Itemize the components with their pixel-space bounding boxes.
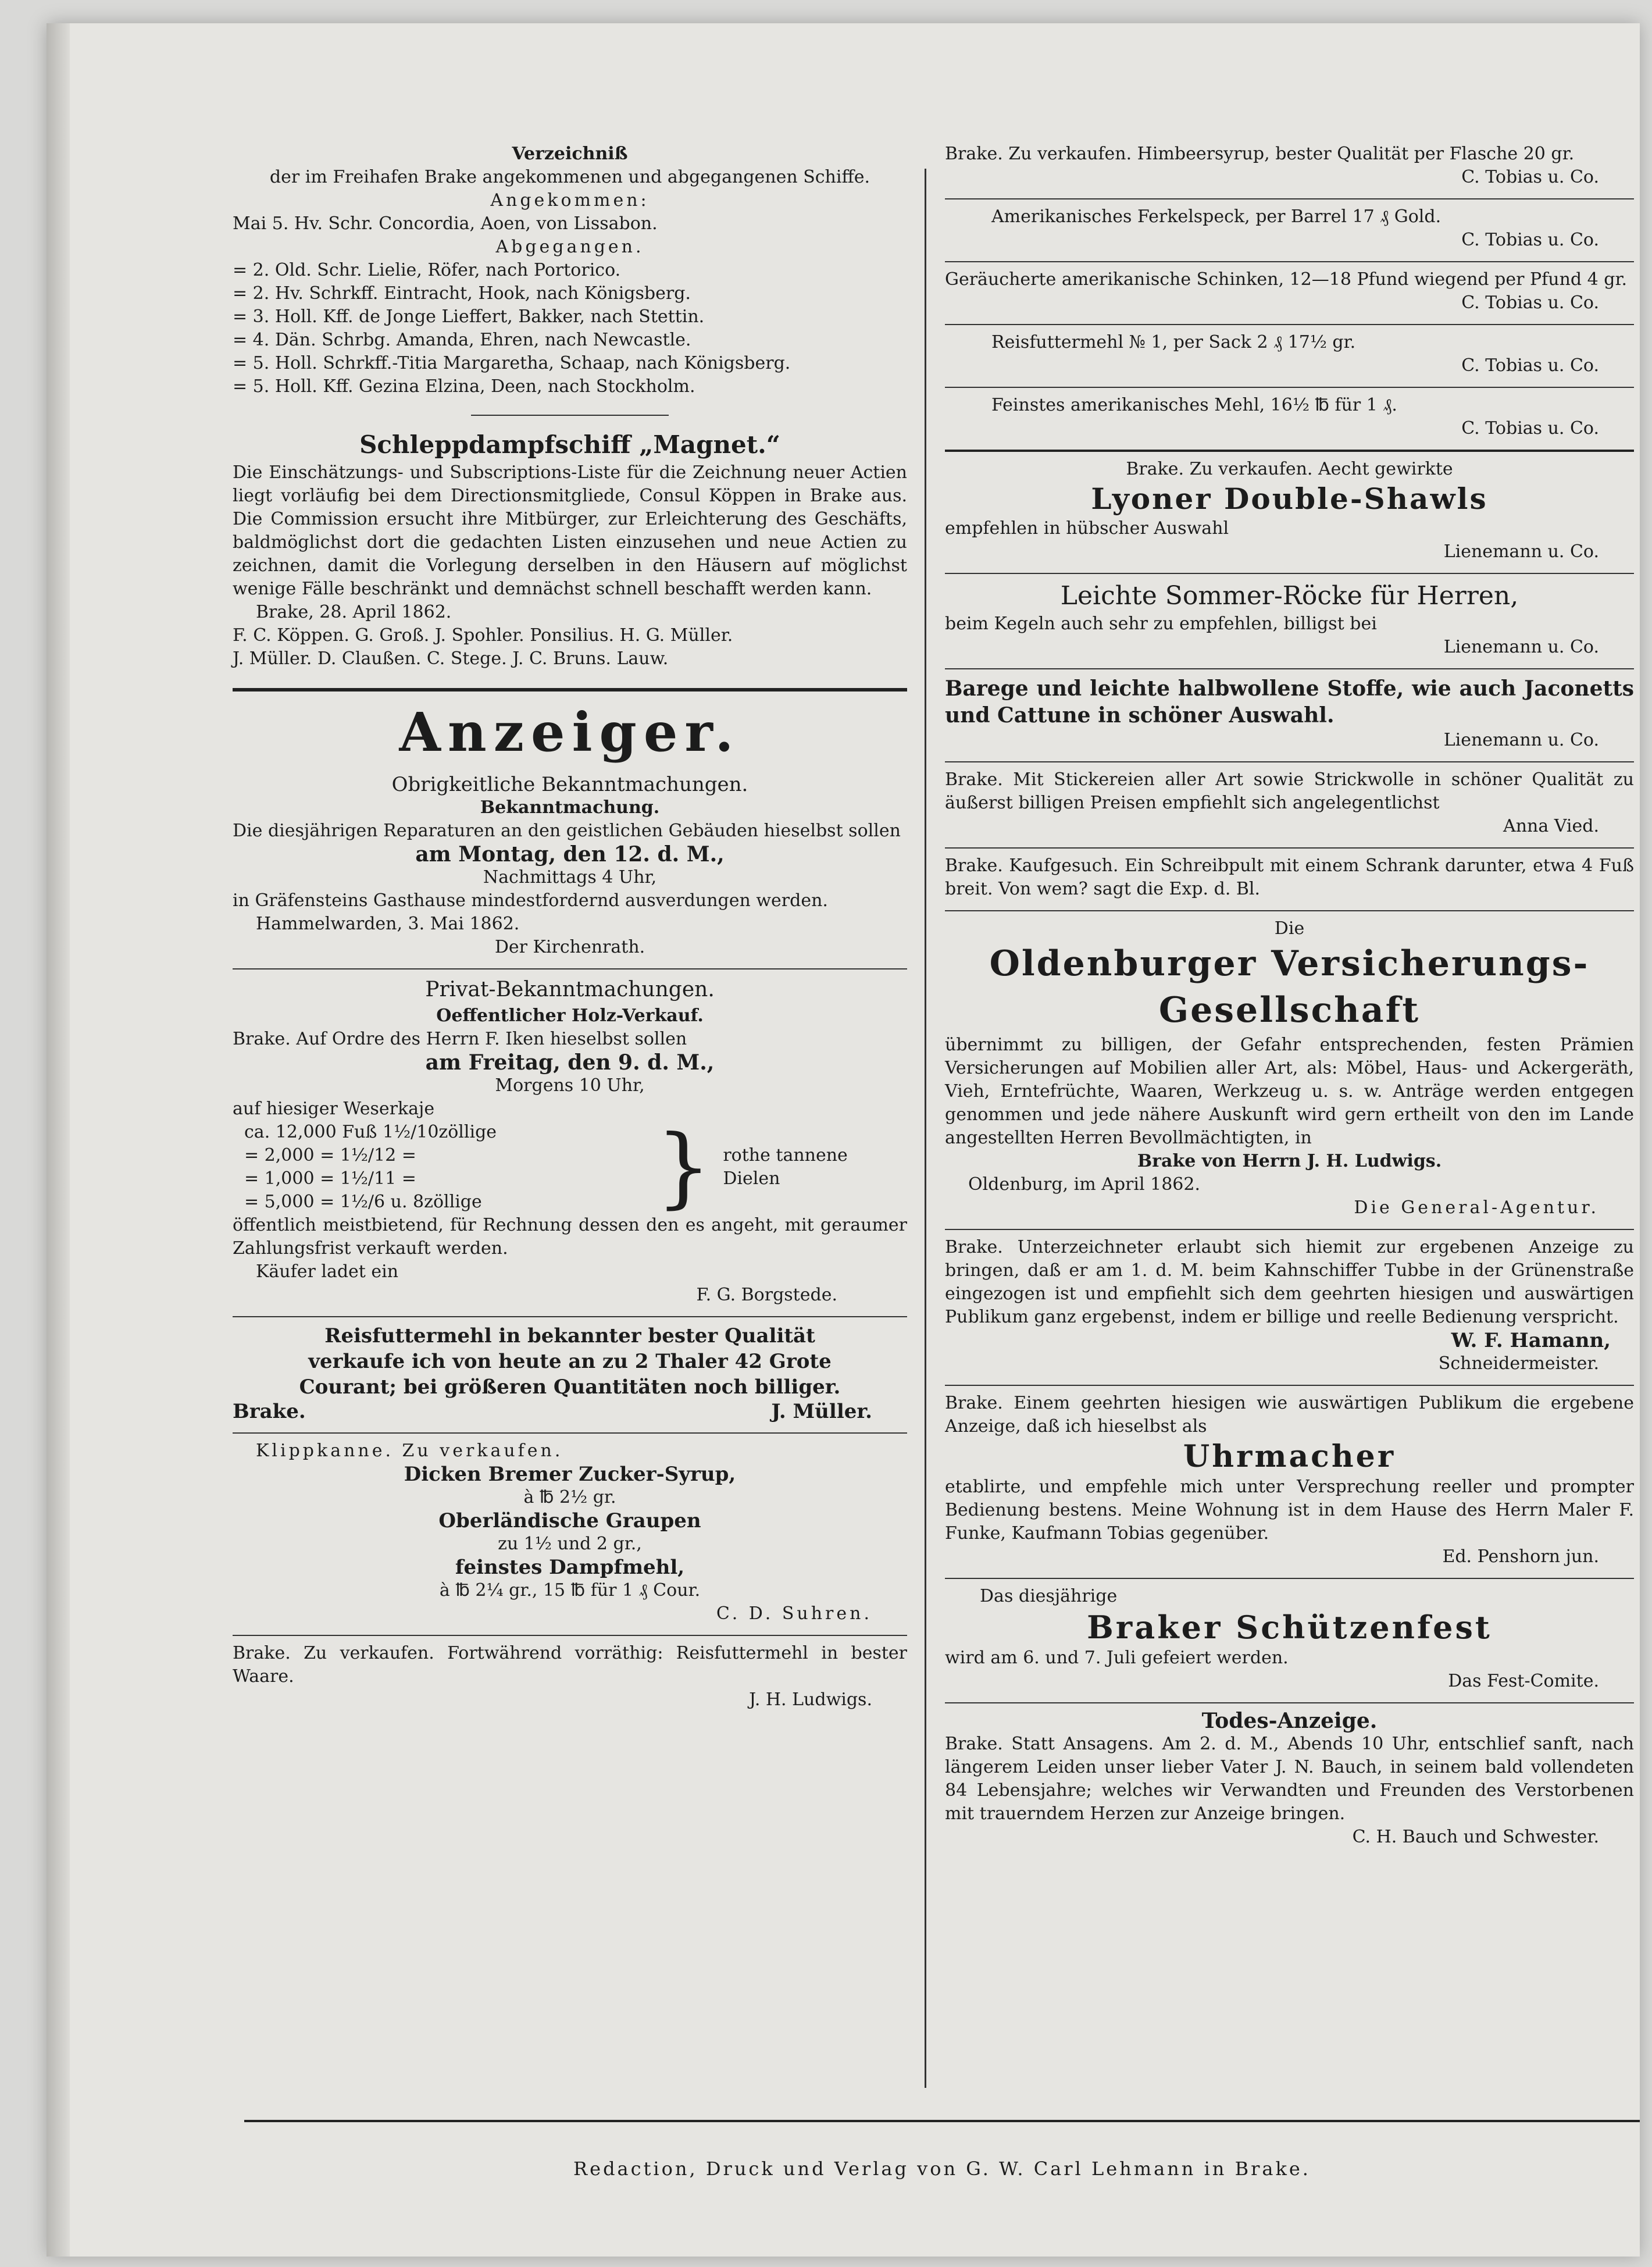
magnet-text: Die Einschätzungs- und Subscriptions-Liste für die Zeichnung neuer Actien liegt vorläufig bei dem Directionsmitgliede, Consul Köppen in Brake aus. Die Commission ersucht ihre Mitbürger, zur Erleichterung des Geschäfts, baldmöglichst dort die gedachten Listen einzusehen und neue Actien zu zeichnen, damit die Vorlegung derselben in den Häusern auf möglichst wenige Fälle beschränkt und demnächst schnell beschafft werden kann. [233, 462, 907, 599]
oldenburger-text: übernimmt zu billigen, der Gefahr entsprechenden, festen Prämien Versicherungen auf Mobilien aller Art, als: Möbel, Haus- und Ackergeräth, Vieh, Erntefrüchte, Waaren, Werkzeug u. s. w. Anträge werden entgegen genommen und jede nähere Auskunft wird gern ertheilt von den im Lande angestellten Herren Bevollmächtigten, in [945, 1035, 1634, 1148]
todes-text: Brake. Statt Ansagens. Am 2. d. M., Abends 10 Uhr, entschlief sanft, nach längerem Leiden unser lieber Vater J. N. Bauch, in seinem bald vollendeten 84 Lebensjahre; welches wir Verwandten und Freunden des Verstorbenen mit trauerndem Herzen zur Anzeige bringen. [945, 1734, 1634, 1824]
oldenburger-signature: Die General-Agentur. [1354, 1197, 1599, 1218]
oldenburger-agent: Brake von Herrn J. H. Ludwigs. [1137, 1151, 1442, 1171]
magnet-date: Brake, 28. April 1862. [256, 602, 452, 622]
notice-title: Bekanntmachung. [480, 797, 660, 818]
arrived-line: Mai 5. Hv. Schr. Concordia, Aoen, von Lissabon. [233, 213, 658, 234]
departed-line: = 4. Dän. Schrbg. Amanda, Ehren, nach Newcastle. [233, 330, 691, 350]
departed-line: = 5. Holl. Schrkff.-Titia Margaretha, Schaap, nach Königsberg. [233, 353, 791, 373]
klipp-signature: C. D. Suhren. [716, 1603, 872, 1624]
ad-text: Amerikanisches Ferkelspeck, per Barrel 17 ₰ Gold. [991, 206, 1442, 227]
lienemann-shawls [945, 458, 1634, 567]
ad-signature: C. Tobias u. Co. [1461, 167, 1599, 187]
ad-text: Geräucherte amerikanische Schinken, 12—18 Pfund wiegend per Pfund 4 gr. [945, 269, 1628, 290]
tobias-ad-speck [945, 205, 1634, 255]
ship-register-title: Verzeichniß [512, 144, 628, 164]
reisfuttermehl-ad [233, 1323, 907, 1427]
ad-signature: C. Tobias u. Co. [1461, 355, 1599, 376]
uhrmacher-ad [945, 1392, 1634, 1572]
departed-line: = 2. Old. Schr. Lielie, Röfer, nach Portorico. [233, 260, 621, 280]
todes-anzeige [945, 1709, 1634, 1852]
kaufgesuch-text: Brake. Kaufgesuch. Ein Schreibpult mit einem Schrank darunter, etwa 4 Fuß breit. Von wem? sagt die Exp. d. Bl. [945, 856, 1634, 899]
wood-item: ca. 12,000 Fuß 1½/10zöllige [244, 1122, 497, 1142]
ad-text: Feinstes amerikanisches Mehl, 16½ ℔ für 1 ₰. [991, 395, 1397, 415]
uhrmacher-signature: Ed. Penshorn jun. [1442, 1546, 1599, 1567]
schuetzenfest-title: Braker Schützenfest [1087, 1609, 1492, 1646]
departed-line: = 2. Hv. Schrkff. Eintracht, Hook, nach Königsberg. [233, 283, 691, 304]
divider [945, 261, 1634, 262]
wood-item: = 5,000 = 1½/6 u. 8zöllige [244, 1192, 482, 1212]
roecke-title: Leichte Sommer-Röcke für Herren, [1060, 581, 1519, 611]
hamann-signature: W. F. Hamann, [1451, 1329, 1611, 1352]
right-column [945, 142, 1634, 1852]
anzeiger-heading: Anzeiger. [399, 701, 741, 764]
ludwigs-text: Brake. Zu verkaufen. Fortwährend vorräthig: Reisfuttermehl in bester Waare. [233, 1643, 907, 1687]
divider [945, 1229, 1634, 1230]
arrived-heading: Angekommen: [490, 190, 650, 211]
lienemann-stoffe [945, 675, 1634, 755]
wood-sale-title: Oeffentlicher Holz-Verkauf. [436, 1006, 704, 1026]
divider [945, 668, 1634, 669]
shawls-title: Lyoner Double-Shawls [1091, 482, 1488, 516]
private-notices-heading: Privat-Bekanntmachungen. [425, 978, 715, 1001]
ad-signature: C. Tobias u. Co. [1461, 293, 1599, 313]
uhrmacher-text: etablirte, und empfehle mich unter Versprechung reeller und prompter Bedienung bestens. Meine Wohnung ist in dem Hause des Herrn Maler F. Funke, Kaufmann Tobias gegenüber. [945, 1477, 1634, 1544]
divider [945, 910, 1634, 911]
oldenburger-title: Gesellschaft [1158, 990, 1421, 1031]
departed-line: = 3. Holl. Kff. de Jonge Lieffert, Bakker, nach Stettin. [233, 306, 705, 327]
left-column [233, 142, 907, 1715]
notice-place: in Gräfensteins Gasthause mindestfordernd ausverdungen werden. [233, 890, 828, 911]
wood-sale-items [233, 1117, 907, 1218]
divider [233, 1432, 907, 1434]
oldenburger-date: Oldenburg, im April 1862. [968, 1174, 1201, 1195]
tobias-ad-syrup [945, 142, 1634, 193]
section-divider [233, 688, 907, 691]
divider [945, 1702, 1634, 1703]
ad-text: Brake. Zu verkaufen. Himbeersyrup, bester Qualität per Flasche 20 gr. [945, 144, 1575, 164]
ad-intro: Brake. Zu verkaufen. Aecht gewirkte [1126, 459, 1453, 479]
notice-date: am Montag, den 12. d. M., [415, 842, 725, 867]
official-notice [233, 796, 907, 963]
ad-text: Reisfuttermehl № 1, per Sack 2 ₰ 17½ gr. [991, 332, 1356, 352]
divider [233, 968, 907, 969]
departed-heading: Abgegangen. [495, 237, 644, 257]
wood-item: = 1,000 = 1½/11 = [244, 1168, 416, 1189]
divider [233, 1635, 907, 1636]
page-binding-edge [47, 23, 70, 2257]
magnet-signatures: J. Müller. D. Claußen. C. Stege. J. C. Bruns. Lauw. [233, 648, 669, 669]
notice-signature: Der Kirchenrath. [494, 937, 645, 957]
wood-kind: rothe tannene Dielen [723, 1145, 848, 1189]
divider [945, 198, 1634, 199]
stoffe-text: Barege und leichte halbwollene Stoffe, wie auch Jaconetts und Cattune in schöner Auswahl. [945, 676, 1634, 728]
imprint: Redaction, Druck und Verlag von G. W. Carl Lehmann in Brake. [573, 2158, 1311, 2180]
schuetzenfest-signature: Das Fest-Comite. [1448, 1671, 1599, 1691]
official-notices-heading: Obrigkeitliche Bekanntmachungen. [391, 773, 748, 796]
divider [945, 324, 1634, 325]
divider [945, 1578, 1634, 1579]
reis-line: verkaufe ich von heute an zu 2 Thaler 42 Grote [308, 1350, 832, 1373]
divider [945, 573, 1634, 574]
brace: } [655, 1117, 712, 1218]
divider [945, 1385, 1634, 1386]
ship-register [233, 142, 907, 402]
kaufgesuch-ad [945, 854, 1634, 904]
oldenburger-die: Die [1274, 918, 1305, 939]
schuetzenfest-ad [945, 1585, 1634, 1696]
ludwigs-ad [233, 1642, 907, 1715]
vied-ad [945, 768, 1634, 842]
ship-register-subtitle: der im Freihafen Brake angekommenen und abgegangenen Schiffe. [269, 167, 870, 187]
wood-sale-text: öffentlich meistbietend, für Rechnung dessen den es angeht, mit geraumer Zahlungsfrist verkauft werden. [233, 1215, 907, 1259]
klipp-price: à ℔ 2¼ gr., 15 ℔ für 1 ₰ Cour. [439, 1580, 701, 1601]
column-divider [925, 169, 926, 2088]
reis-place: Brake. [233, 1400, 306, 1423]
notice-text: Die diesjährigen Reparaturen an den geistlichen Gebäuden hieselbst sollen [233, 821, 901, 841]
klipp-item: feinstes Dampfmehl, [455, 1556, 685, 1579]
divider [945, 387, 1634, 388]
schuetzenfest-intro: Das diesjährige [980, 1586, 1118, 1606]
hamann-ad [945, 1236, 1634, 1379]
divider [471, 415, 669, 416]
todes-title: Todes-Anzeige. [1201, 1709, 1378, 1733]
divider [233, 1316, 907, 1317]
divider [945, 847, 1634, 849]
reis-line: Courant; bei größeren Quantitäten noch billiger. [299, 1375, 841, 1399]
schuetzenfest-text: wird am 6. und 7. Juli gefeiert werden. [945, 1648, 1289, 1668]
magnet-title: Schleppdampfschiff „Magnet.“ [359, 430, 780, 459]
hamann-role: Schneidermeister. [1438, 1353, 1599, 1374]
ad-signature: Lienemann u. Co. [1443, 637, 1599, 657]
wood-sale-intro: Brake. Auf Ordre des Herrn F. Iken hieselbst sollen [233, 1029, 687, 1049]
magnet-signatures: F. C. Köppen. G. Groß. J. Spohler. Ponsilius. H. G. Müller. [233, 625, 733, 646]
shawls-subtitle: empfehlen in hübscher Auswahl [945, 518, 1229, 539]
wood-sale-place: auf hiesiger Weserkaje [233, 1099, 435, 1119]
wood-sale-signature: F. G. Borgstede. [696, 1285, 837, 1305]
notice-time: Nachmittags 4 Uhr, [483, 867, 657, 887]
roecke-subtitle: beim Kegeln auch sehr zu empfehlen, billigst bei [945, 614, 1377, 634]
vied-text: Brake. Mit Stickereien aller Art sowie Strickwolle in schöner Qualität zu äußerst billigen Preisen empfiehlt sich angelegentlichst [945, 769, 1634, 813]
klipp-item: Dicken Bremer Zucker-Syrup, [404, 1463, 736, 1486]
tobias-ad-reis [945, 331, 1634, 381]
tobias-ad-mehl [945, 394, 1634, 444]
section-divider [945, 450, 1634, 452]
vied-signature: Anna Vied. [1503, 816, 1599, 836]
uhrmacher-intro: Brake. Einem geehrten hiesigen wie auswärtigen Publikum die ergebene Anzeige, daß ich hieselbst als [945, 1393, 1634, 1437]
ad-signature: Lienemann u. Co. [1443, 730, 1599, 750]
klipp-item: Oberländische Graupen [438, 1509, 701, 1532]
divider [945, 761, 1634, 762]
lienemann-roecke [945, 580, 1634, 662]
wood-sale [233, 1004, 907, 1310]
wood-sale-time: Morgens 10 Uhr, [495, 1075, 645, 1096]
oldenburger-ad [945, 917, 1634, 1223]
klippkanne-ad [233, 1439, 907, 1629]
wood-sale-date: am Freitag, den 9. d. M., [425, 1050, 715, 1075]
uhrmacher-title: Uhrmacher [1183, 1439, 1396, 1474]
tobias-ad-schinken [945, 268, 1634, 318]
klipp-price: zu 1½ und 2 gr., [498, 1534, 642, 1554]
departed-line: = 5. Holl. Kff. Gezina Elzina, Deen, nach Stockholm. [233, 376, 695, 397]
notice-location-date: Hammelwarden, 3. Mai 1862. [256, 914, 520, 934]
ad-signature: C. Tobias u. Co. [1461, 230, 1599, 250]
wood-sale-buyers: Käufer ladet ein [256, 1261, 399, 1282]
reis-line: Reisfuttermehl in bekannter bester Qualität [324, 1324, 815, 1348]
klipp-price: à ℔ 2½ gr. [523, 1487, 616, 1507]
todes-signature: C. H. Bauch und Schwester. [1352, 1827, 1599, 1847]
hamann-text: Brake. Unterzeichneter erlaubt sich hiemit zur ergebenen Anzeige zu bringen, daß er am 1. d. M. beim Kahnschiffer Tubbe in der Grünenstraße eingezogen ist und empfiehlt sich dem geehrten hiesigen und auswärtigen Publikum ganz ergebenst, indem er billige und reelle Bedienung verspricht. [945, 1237, 1634, 1327]
ad-signature: Lienemann u. Co. [1443, 541, 1599, 562]
oldenburger-title: Oldenburger Versicherungs- [989, 943, 1590, 984]
klipp-intro: Klippkanne. Zu verkaufen. [256, 1441, 563, 1461]
magnet-notice [233, 429, 907, 674]
reis-signature: J. Müller. [771, 1400, 872, 1423]
ludwigs-signature: J. H. Ludwigs. [749, 1689, 872, 1710]
wood-item: = 2,000 = 1½/12 = [244, 1145, 416, 1165]
footer-rule [244, 2120, 1640, 2122]
ad-signature: C. Tobias u. Co. [1461, 418, 1599, 439]
